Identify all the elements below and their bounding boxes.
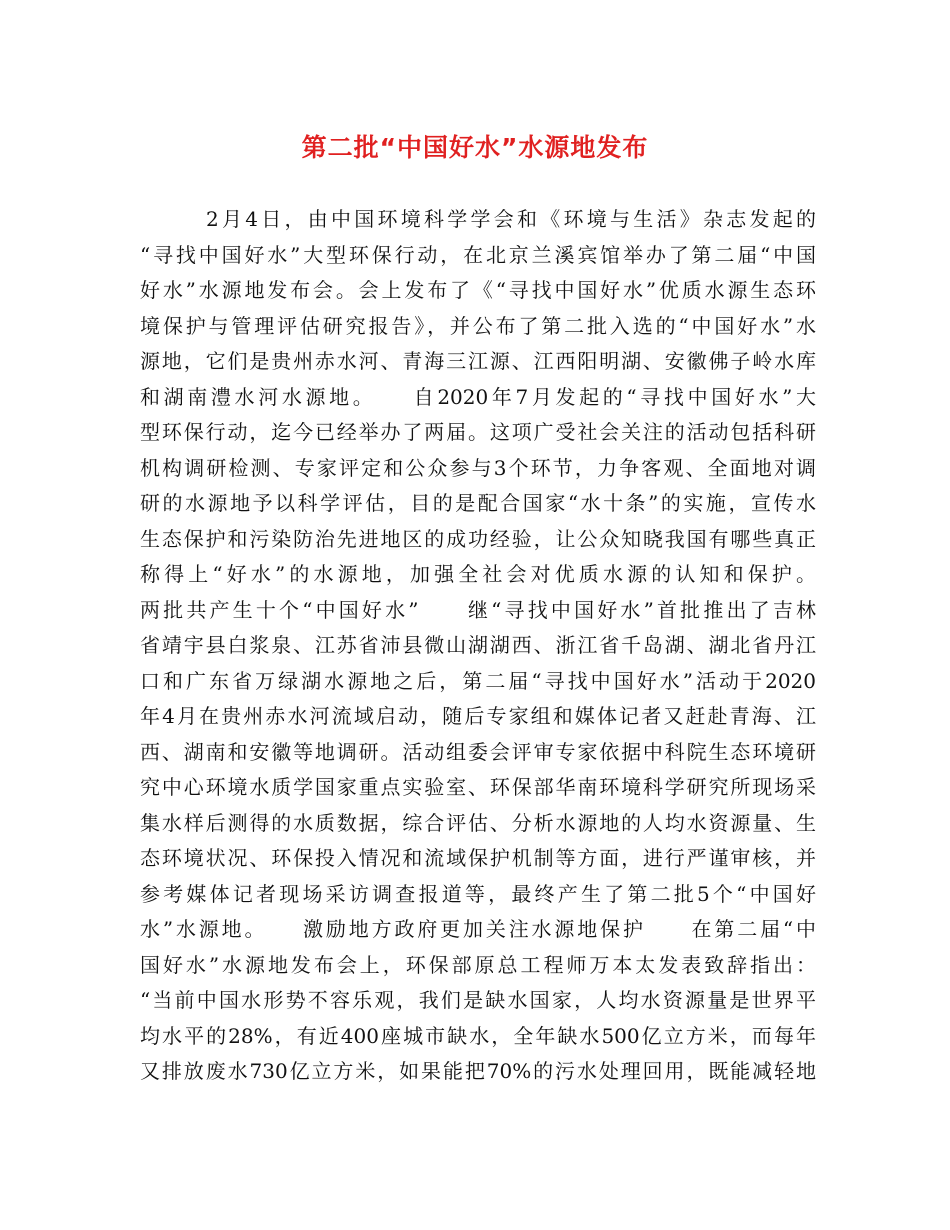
body-paragraph [140, 202, 816, 1090]
text-line: 究中心环境水质学国家重点实验室、环保部华南环境科学研究所现场采 [140, 775, 816, 799]
text-line: 称得上“好水”的水源地，加强全社会对优质水源的认知和保护。 [140, 562, 816, 586]
text-line: “当前中国水形势不容乐观，我们是缺水国家，人均水资源量是世界平 [140, 988, 816, 1012]
text-line: 均水平的28%，有近400座城市缺水，全年缺水500亿立方米，而每年 [140, 1023, 816, 1048]
text-line: 年4月在贵州赤水河流域启动，随后专家组和媒体记者又赶赴青海、江 [140, 704, 816, 728]
text-line: 口和广东省万绿湖水源地之后，第二届“寻找中国好水”活动于2020 [140, 668, 816, 693]
text-line: “寻找中国好水”大型环保行动，在北京兰溪宾馆举办了第二届“中国 [140, 242, 816, 267]
text-line: 集水样后测得的水质数据，综合评估、分析水源地的人均水资源量、生 [140, 810, 816, 835]
text-line: 源地，它们是贵州赤水河、青海三江源、江西阳明湖、安徽佛子岭水库 [140, 349, 816, 373]
text-line: 和湖南澧水河水源地。 自2020年7月发起的“寻找中国好水”大 [140, 384, 816, 409]
text-line: 国好水”水源地发布会上，环保部原总工程师万本太发表致辞指出： [140, 952, 816, 977]
text-line: 省靖宇县白浆泉、江苏省沛县微山湖湖西、浙江省千岛湖、湖北省丹江 [140, 633, 816, 657]
document-title: 第二批“中国好水”水源地发布 [301, 133, 649, 162]
text-line: 好水”水源地发布会。会上发布了《“寻找中国好水”优质水源生态环 [140, 278, 816, 302]
text-line: 机构调研检测、专家评定和公众参与3个环节，力争客观、全面地对调 [140, 455, 816, 480]
text-line: 参考媒体记者现场采访调查报道等，最终产生了第二批5个“中国好 [140, 881, 816, 906]
text-line: 又排放废水730亿立方米，如果能把70%的污水处理回用，既能减轻地 [140, 1059, 816, 1083]
text-line: 2月4日，由中国环境科学学会和《环境与生活》杂志发起的 [206, 207, 816, 231]
text-line: 水”水源地。 激励地方政府更加关注水源地保护 在第二届“中 [140, 917, 816, 941]
text-line: 型环保行动，迄今已经举办了两届。这项广受社会关注的活动包括科研 [140, 420, 816, 444]
text-line: 境保护与管理评估研究报告》，并公布了第二批入选的“中国好水”水 [140, 313, 816, 338]
text-line: 西、湖南和安徽等地调研。活动组委会评审专家依据中科院生态环境研 [140, 739, 816, 764]
text-line: 生态保护和污染防治先进地区的成功经验，让公众知晓我国有哪些真正 [140, 526, 816, 551]
text-line: 研的水源地予以科学评估，目的是配合国家“水十条”的实施，宣传水 [140, 491, 816, 515]
text-line: 两批共产生十个“中国好水” 继“寻找中国好水”首批推出了吉林 [140, 597, 816, 622]
text-line: 态环境状况、环保投入情况和流域保护机制等方面，进行严谨审核，并 [140, 846, 816, 870]
